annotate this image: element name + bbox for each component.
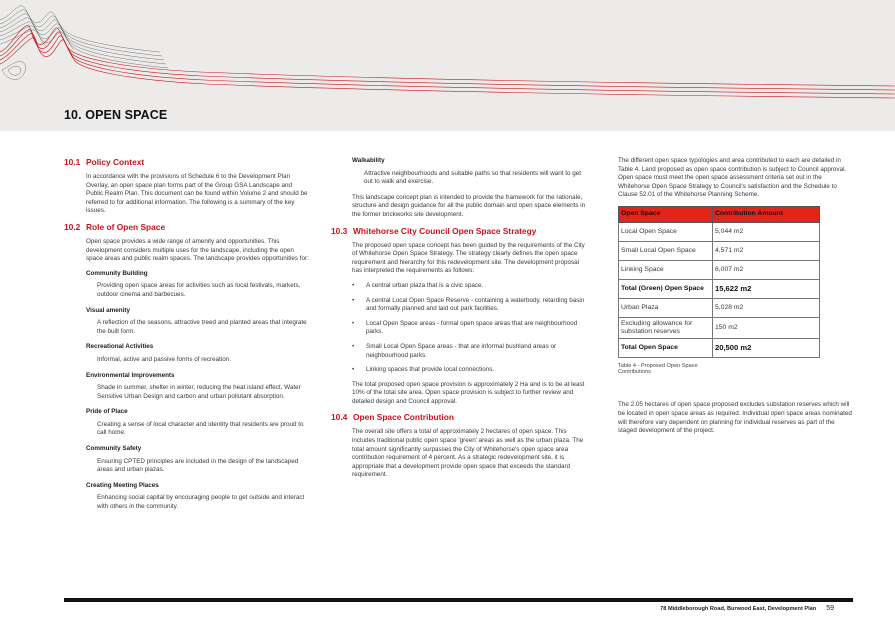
paragraph: A reflection of the seasons, attractive treed and planted areas that integrate the built form. — [97, 319, 307, 335]
section-heading-open-space-contribution — [331, 412, 587, 422]
table-row — [619, 298, 820, 317]
section-number: 10.1 — [64, 157, 81, 167]
page-title: 10. OPEN SPACE — [64, 108, 168, 122]
section-heading-policy-context — [64, 157, 310, 167]
table-cell: 150 m2 — [713, 317, 820, 338]
paragraph: In accordance with the provisions of Schedule 6 to the Development Plan Overlay, an open space plan forms part of the Group GSA Landscape and Public Realm Plan. This document can be found within Volume 2 and should be referred to for additional information. The following is a summary of the key issues. — [86, 173, 308, 215]
subheading: Creating Meeting Places — [86, 481, 159, 489]
table-row — [619, 260, 820, 279]
table-cell: 15,622 m2 — [713, 279, 820, 298]
table-cell: 4,571 m2 — [713, 241, 820, 260]
list-item: • Local Open Space areas - formal open space areas that are neighbourhood parks. — [352, 320, 587, 337]
section-title: Role of Open Space — [86, 221, 166, 232]
table-cell: 5,044 m2 — [713, 222, 820, 241]
subheading: Pride of Place — [86, 408, 128, 416]
bullet-list — [352, 282, 587, 375]
table-cell: 5,028 m2 — [713, 298, 820, 317]
table-cell: Urban Plaza — [619, 298, 713, 317]
paragraph: Attractive neighbourhoods and suitable paths so that residents will want to get out to walk and exercise. — [364, 169, 582, 186]
table-cell: Excluding allowance for substation reserves — [619, 317, 713, 338]
footer-address: 78 Middleborough Road, Burwood East, Development Plan — [660, 606, 817, 612]
subheading: Community Safety — [86, 445, 142, 453]
paragraph: Providing open space areas for activities such as local festivals, markets, outdoor cinema and barbecues. — [97, 282, 301, 298]
table-header: Contribution Amount — [713, 206, 820, 222]
paragraph: The 2.05 hectares of open space proposed excludes substation reserves which will be located in open space areas as required. Individual open space areas nominated will therefore vary dependent on planning for individual reserves as part of the staged development of the project. — [618, 401, 852, 435]
footer — [660, 605, 834, 612]
table-header-row — [619, 206, 820, 222]
footer-rule — [64, 598, 853, 602]
subheading: Recreational Activities — [86, 343, 154, 351]
table-row-total — [619, 338, 820, 357]
table-cell: Local Open Space — [619, 222, 713, 241]
paragraph: Enhancing social capital by encouraging people to get outside and interact with others in the community. — [97, 494, 305, 511]
table-cell: Small Local Open Space — [619, 241, 713, 260]
table-cell: Total Open Space — [619, 338, 713, 357]
paragraph: Creating a sense of local character and identity that residents are proud to call home. — [97, 420, 304, 437]
column-middle — [331, 157, 587, 486]
paragraph: Open space provides a wide range of amenity and opportunities. This development considers multiple uses for the landscape, including the open space areas and public realm spaces. The landscape provides opportunities for: — [86, 237, 309, 263]
paragraph: Informal, active and passive forms of recreation. — [97, 355, 232, 363]
table-row — [619, 317, 820, 338]
page-number: 59 — [826, 605, 834, 612]
paragraph: The total proposed open space provision is approximately 2 Ha and is to be at least 10% of the total site area. Open space provision is subject to further review and detailed design and Council approval. — [352, 380, 585, 405]
paragraph: This landscape concept plan is intended to provide the framework for the rationale, structure and design guidance for all the public domain and open space elements in the former brickworks site development. — [352, 193, 586, 218]
section-number: 10.2 — [64, 221, 81, 232]
table-row-total — [619, 279, 820, 298]
section-title: Open Space Contribution — [353, 412, 454, 423]
paragraph: The different open space typologies and area contributed to each are detailed in Table 4. Land proposed as open space contribution is subject to Council approval. Open space must meet the open space assessment criteria set out in the Whitehorse Open Space Strategy to Council's satisfaction and the Schedule to Clause 52.01 of the Whitehorse Planning Scheme. — [618, 157, 847, 199]
list-item: • Small Local Open Space areas - that are informal bushland areas or neighbourhood parks. — [352, 343, 587, 360]
paragraph: The overall site offers a total of approximately 2 hectares of open space. This includes traditional public open space 'green' areas as well as the urban plaza. The total amount significantly surpasses the City of Whitehorse's open space area contribution requirement of 4 percent. As a strategic redevelopment site, it is appropriate that a development provide open space that exceeds the standard requirement. — [352, 428, 584, 479]
paragraph: The proposed open space concept has been guided by the requirements of the City of Whitehorse Open Space Strategy. The strategy clearly defines the open space requirement and hierarchy for this redevelopment site. The development proposal has interpreted the requirements as follows: — [352, 241, 585, 275]
section-title: Whitehorse City Council Open Space Strategy — [353, 225, 537, 236]
list-item: • A central Local Open Space Reserve - containing a waterbody, retarding basin and formally planned and laid out park facilities. — [352, 297, 587, 314]
table-row — [619, 222, 820, 241]
subheading: Community Building — [86, 269, 148, 277]
table-row — [619, 241, 820, 260]
section-heading-role-of-open-space — [64, 222, 310, 232]
table-header: Open Space — [619, 206, 713, 222]
open-space-table — [618, 206, 820, 358]
list-item: • A central urban plaza that is a civic space. — [352, 282, 587, 291]
paragraph: Ensuring CPTED principles are included in the design of the landscaped areas and urban plazas. — [97, 457, 299, 474]
section-number: 10.4 — [331, 412, 348, 423]
column-left — [64, 157, 310, 519]
section-heading-open-space-strategy — [331, 226, 587, 236]
table-cell: Total (Green) Open Space — [619, 279, 713, 298]
subheading: Visual amenity — [86, 306, 130, 314]
table-caption: Table 4 - Proposed Open Space Contributions — [618, 362, 698, 375]
table-cell: Linking Space — [619, 260, 713, 279]
list-item: • Linking spaces that provide local connections. — [352, 366, 587, 375]
subheading: Walkability — [352, 157, 385, 164]
section-title: Policy Context — [86, 157, 145, 167]
subheading: Environmental Improvements — [86, 371, 175, 379]
table-cell: 20,500 m2 — [713, 338, 820, 357]
section-number: 10.3 — [331, 225, 348, 236]
column-right — [618, 157, 854, 442]
paragraph: Shade in summer, shelter in winter, reducing the heat island effect, Water Sensitive Urban Design and carbon and urban pollutant absorption. — [97, 384, 301, 400]
table-cell: 6,007 m2 — [713, 260, 820, 279]
